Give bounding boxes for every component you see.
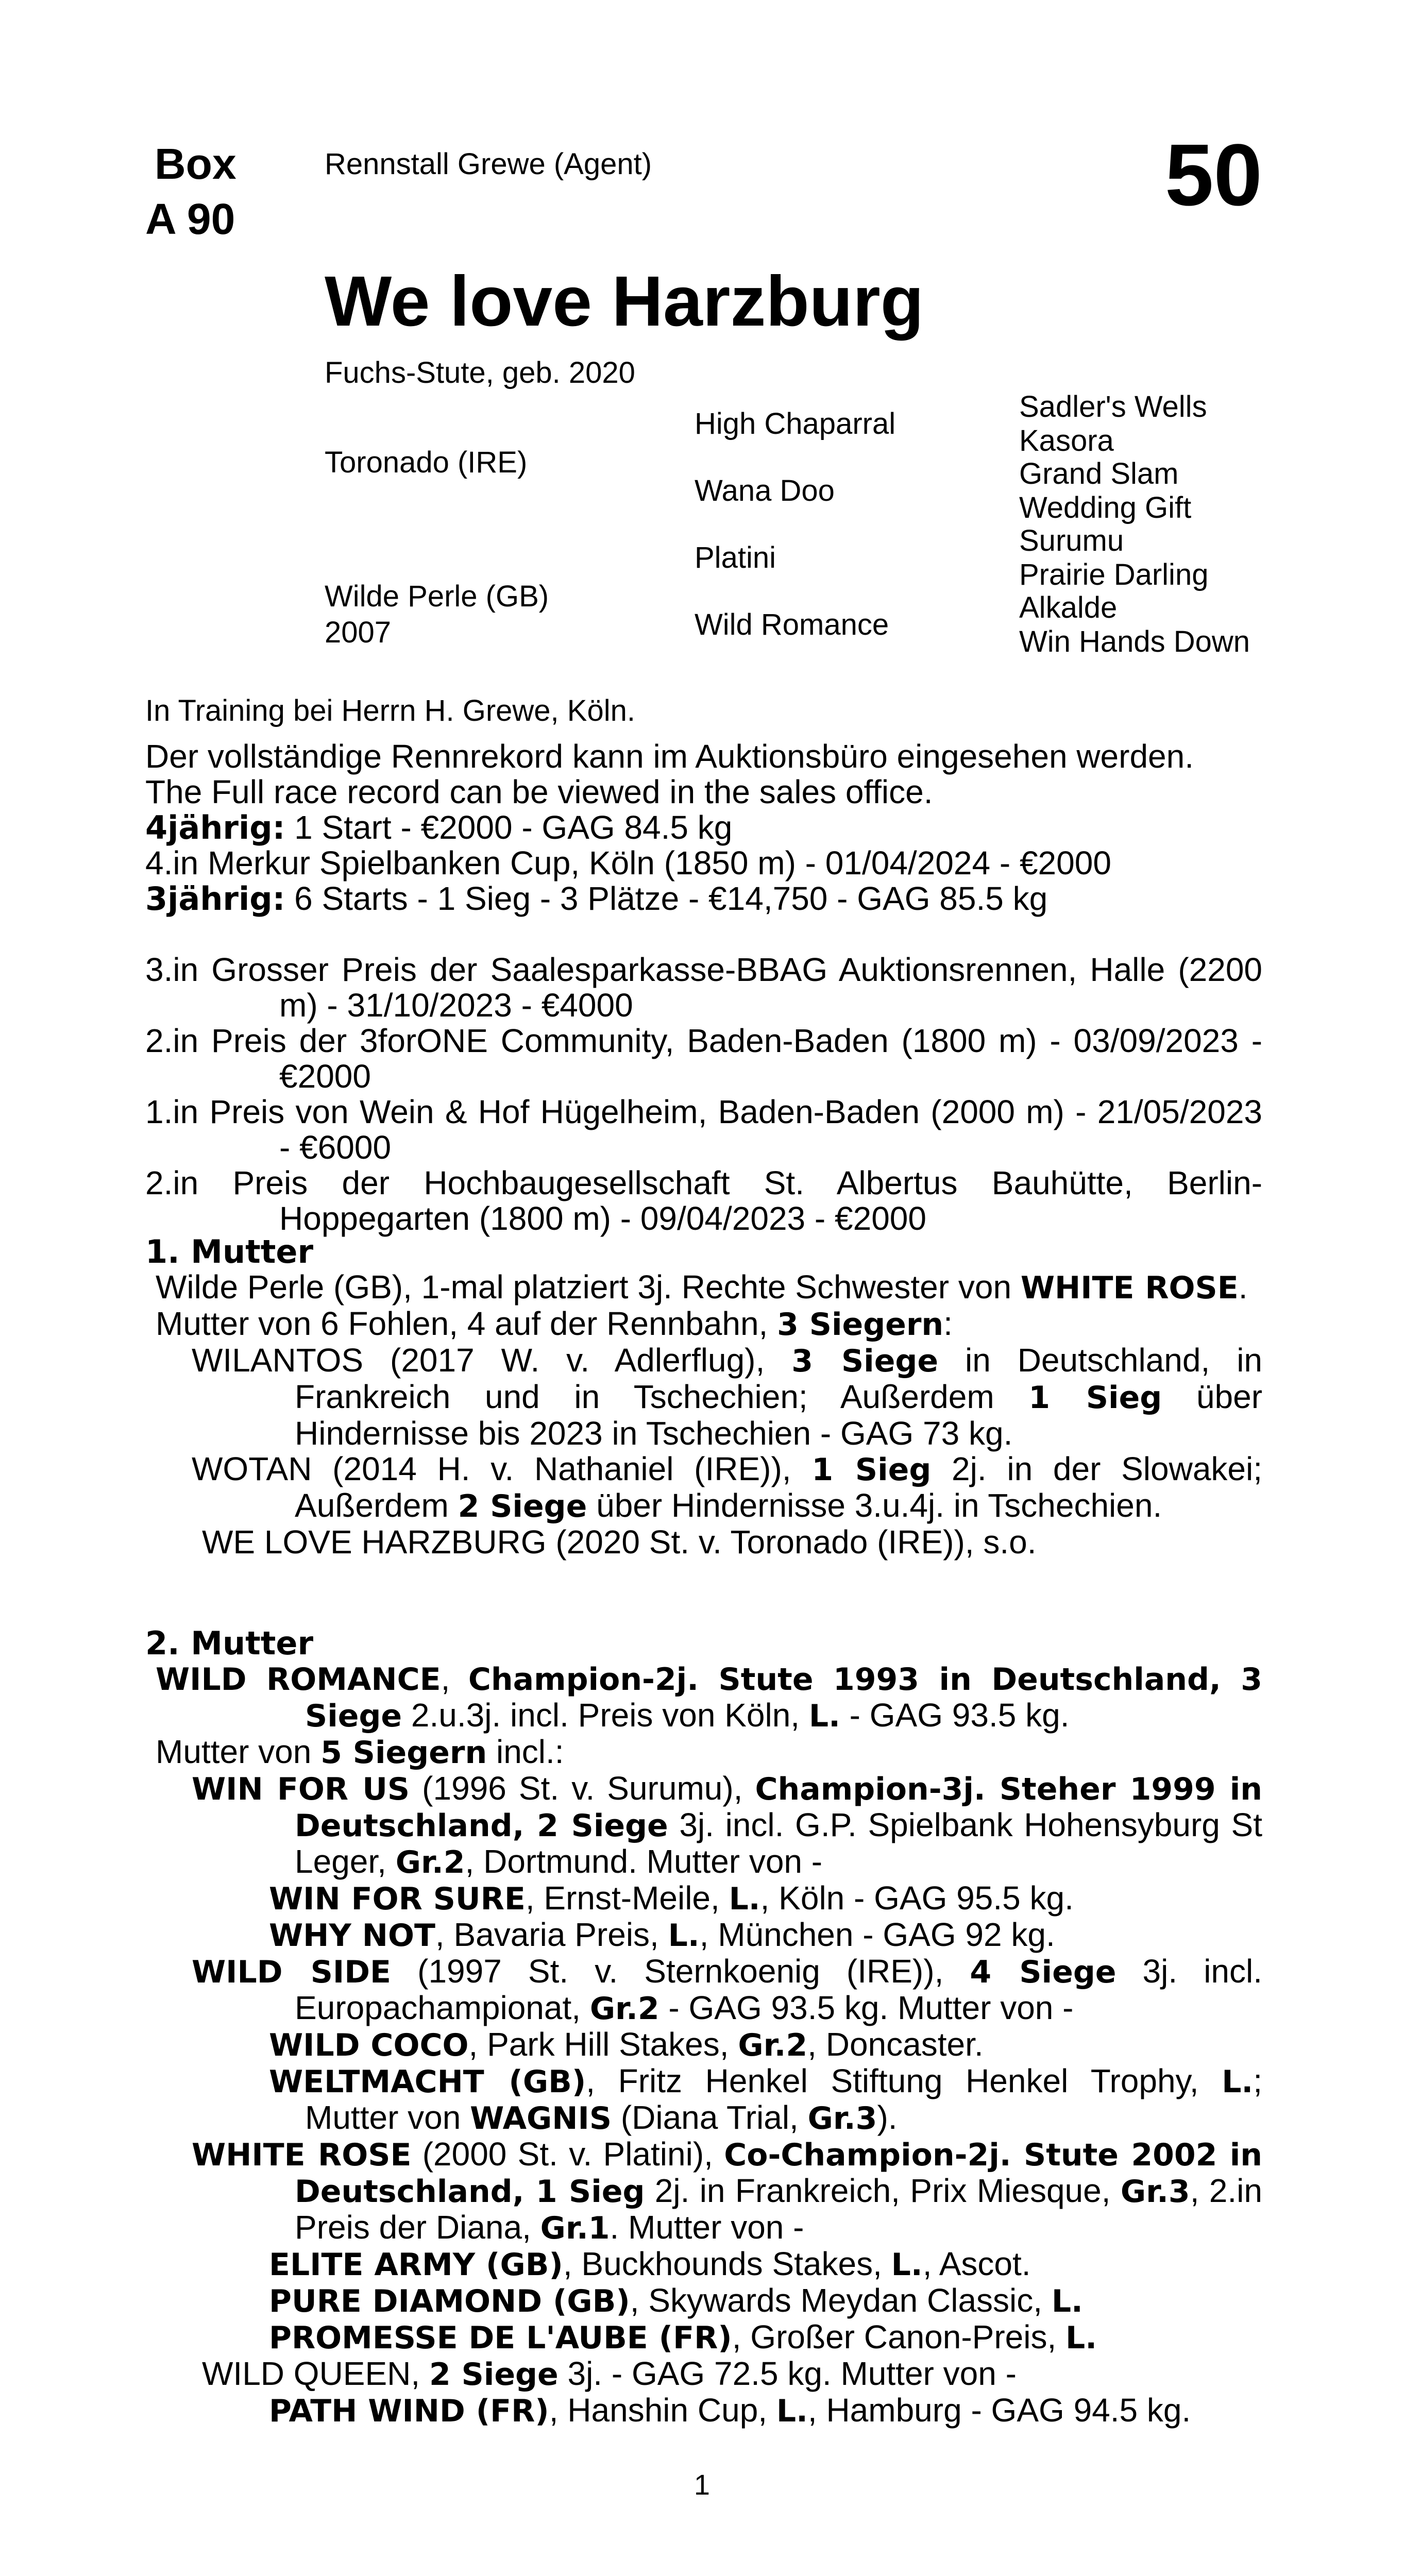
horse-name: We love Harzburg — [325, 262, 924, 341]
race-entry: 1.in Preis von Wein & Hof Hügelheim, Baden-Baden (2000 m) - 21/05/2023 - €6000 — [145, 1093, 1262, 1166]
pedigree-dam: Wilde Perle (GB) — [325, 580, 549, 613]
offspring-entry: WHITE ROSE (2000 St. v. Platini), Co-Champion-2j. Stute 2002 in Deutschland, 1 Sieg 2j. in Frankreich, Prix Miesque, Gr.3, 2.in Preis der Diana, Gr.1. Mutter von - — [192, 2136, 1263, 2246]
age3-summary: 3jährig: 6 Starts - 1 Sieg - 3 Plätze - €14,750 - GAG 85.5 kg — [145, 880, 1048, 918]
race-entry: 2.in Preis der Hochbaugesellschaft St. Albertus Bauhütte, Berlin-Hoppegarten (1800 m) - 09/04/2023 - €2000 — [145, 1164, 1262, 1237]
offspring-entry: WIN FOR US (1996 St. v. Surumu), Champion-3j. Steher 1999 in Deutschland, 2 Siege 3j. incl. G.P. Spielbank Hohensyburg St Leger, Gr.2, Dortmund. Mutter von - — [192, 1770, 1262, 1880]
pedigree-grandparent: High Chaparral — [695, 407, 896, 440]
pedigree-great-grandparent: Sadler's Wells — [1019, 390, 1207, 423]
pedigree-grandparent: Platini — [695, 541, 776, 574]
pedigree-grandparent: Wana Doo — [695, 474, 835, 507]
dam2-line: WILD ROMANCE, Champion-2j. Stute 1993 in Deutschland, 3 Siege 2.u.3j. incl. Preis von Köln, L. - GAG 93.5 kg. — [156, 1660, 1262, 1734]
grand-offspring-entry: WIN FOR SURE, Ernst-Meile, L., Köln - GAG 95.5 kg. — [269, 1879, 1074, 1917]
offspring-entry: WILD SIDE (1997 St. v. Sternkoenig (IRE)), 4 Siege 3j. incl. Europachampionat, Gr.2 - GAG 93.5 kg. Mutter von - — [192, 1953, 1263, 2027]
grand-offspring-entry: WHY NOT, Bavaria Preis, L., München - GAG 92 kg. — [269, 1916, 1055, 1954]
pedigree-great-grandparent: Prairie Darling — [1019, 558, 1209, 591]
agent-name: Rennstall Grewe (Agent) — [325, 147, 652, 181]
grand-offspring-entry: WELTMACHT (GB), Fritz Henkel Stiftung Henkel Trophy, L.; Mutter von WAGNIS (Diana Trial, Gr.3). — [269, 2062, 1262, 2137]
pedigree-great-grandparent: Surumu — [1019, 524, 1124, 557]
offspring-entry: WILANTOS (2017 W. v. Adlerflug), 3 Siege in Deutschland, in Frankreich und in Tschechien; Außerdem 1 Sieg über Hindernisse bis 2023 in Tschechien - GAG 73 kg. — [192, 1342, 1263, 1452]
box-label: Box — [155, 140, 236, 188]
grand-offspring-entry: PROMESSE DE L'AUBE (FR), Großer Canon-Preis, L. — [269, 2318, 1097, 2356]
offspring-entry: WE LOVE HARZBURG (2020 St. v. Toronado (IRE)), s.o. — [202, 1523, 1037, 1561]
grand-offspring-entry: PATH WIND (FR), Hanshin Cup, L., Hamburg - GAG 94.5 kg. — [269, 2392, 1191, 2429]
pedigree-grandparent: Wild Romance — [695, 608, 889, 641]
horse-description: Fuchs-Stute, geb. 2020 — [325, 356, 635, 389]
page-number: 1 — [693, 2468, 711, 2501]
race-entry: 2.in Preis der 3forONE Community, Baden-Baden (1800 m) - 03/09/2023 - €2000 — [145, 1022, 1262, 1095]
dam1-offspring-line: Mutter von 6 Fohlen, 4 auf der Rennbahn, 3 Siegern: — [156, 1305, 953, 1343]
record-note-en: The Full race record can be viewed in the sales office. — [145, 773, 933, 810]
age4-summary: 4jährig: 1 Start - €2000 - GAG 84.5 kg — [145, 809, 733, 846]
pedigree-great-grandparent: Alkalde — [1019, 591, 1118, 624]
race-entry: 3.in Grosser Preis der Saalesparkasse-BBAG Auktionsrennen, Halle (2200 m) - 31/10/2023 - €4000 — [145, 951, 1262, 1024]
offspring-entry: WOTAN (2014 H. v. Nathaniel (IRE)), 1 Sieg 2j. in der Slowakei; Außerdem 2 Siege über Hindernisse 3.u.4j. in Tschechien. — [192, 1450, 1263, 1524]
pedigree-great-grandparent: Win Hands Down — [1019, 625, 1250, 658]
dam1-heading: 1. Mutter — [145, 1233, 314, 1270]
training-note: In Training bei Herrn H. Grewe, Köln. — [145, 694, 635, 727]
grand-offspring-entry: PURE DIAMOND (GB), Skywards Meydan Classic, L. — [269, 2282, 1083, 2319]
box-number: A 90 — [145, 195, 235, 243]
grand-offspring-entry: ELITE ARMY (GB), Buckhounds Stakes, L., Ascot. — [269, 2245, 1031, 2283]
record-section — [145, 693, 1262, 1236]
pedigree-great-grandparent: Wedding Gift — [1019, 491, 1192, 524]
pedigree-great-grandparent: Grand Slam — [1019, 457, 1179, 490]
pedigree-sire: Toronado (IRE) — [325, 446, 528, 479]
pedigree-dam-year: 2007 — [325, 616, 392, 649]
record-note-de: Der vollständige Rennrekord kann im Auktionsbüro eingesehen werden. — [145, 738, 1194, 775]
dam1-line: Wilde Perle (GB), 1-mal platziert 3j. Rechte Schwester von WHITE ROSE. — [156, 1268, 1248, 1306]
pedigree-great-grandparent: Kasora — [1019, 424, 1114, 457]
race-entry: 4.in Merkur Spielbanken Cup, Köln (1850 m) - 01/04/2024 - €2000 — [145, 844, 1111, 882]
offspring-entry: WILD QUEEN, 2 Siege 3j. - GAG 72.5 kg. Mutter von - — [202, 2355, 1017, 2393]
dam2-offspring-line: Mutter von 5 Siegern incl.: — [156, 1733, 564, 1771]
dam2-heading: 2. Mutter — [145, 1624, 314, 1662]
grand-offspring-entry: WILD COCO, Park Hill Stakes, Gr.2, Doncaster. — [269, 2026, 984, 2063]
lot-number: 50 — [1164, 126, 1262, 224]
dam1-section — [145, 1234, 1262, 1560]
dam2-section — [145, 1625, 1262, 2429]
